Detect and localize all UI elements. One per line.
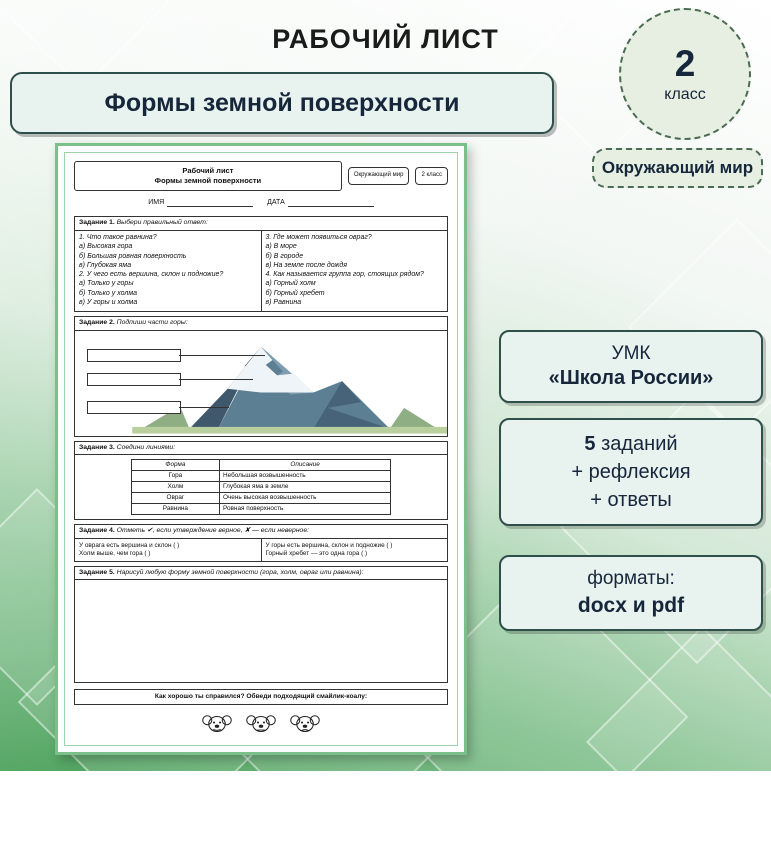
task1-line: 3. Где может появиться овраг?	[265, 234, 372, 242]
task4-left-column	[75, 539, 262, 561]
task1-option[interactable]: б) Горный хребет	[265, 289, 325, 297]
task5-drawing-area[interactable]	[74, 580, 448, 683]
task4-header	[74, 524, 448, 538]
task5-instruction: Нарисуй любую форму земной поверхности (гора, холм, овраг или равнина):	[114, 568, 364, 576]
subject-badge: Окружающий мир	[592, 148, 763, 188]
subtitle-text: Формы земной поверхности	[104, 88, 460, 117]
task1-instruction: Выбери правильный ответ:	[114, 219, 208, 227]
task3-body	[74, 455, 448, 520]
worksheet-meta-fields	[74, 198, 448, 207]
match-table	[131, 459, 391, 515]
koala-icon[interactable]	[290, 711, 320, 737]
task1-option[interactable]: а) Горный холм	[265, 280, 316, 288]
task1-option[interactable]: а) В море	[265, 243, 297, 251]
worksheet-header	[74, 161, 448, 191]
table-row[interactable]	[131, 493, 390, 504]
grade-label: класс	[664, 85, 706, 103]
koala-icon[interactable]	[246, 711, 276, 737]
task3-header	[74, 441, 448, 455]
worksheet-title-line1: Рабочий лист	[182, 166, 234, 175]
task1-option[interactable]: а) Только у горы	[79, 280, 134, 288]
task2-header	[74, 316, 448, 330]
task4-statement[interactable]: Холм выше, чем гора ( )	[79, 549, 151, 557]
worksheet-preview	[55, 143, 467, 755]
task3-number: Задание 3.	[79, 443, 115, 451]
worksheet-subject-chip: Окружающий мир	[348, 167, 410, 185]
task2-mountain-diagram	[74, 331, 448, 437]
task1-option[interactable]: в) У горы и холма	[79, 298, 138, 306]
task1-line: 2. У чего есть вершина, склон и подножие?	[79, 271, 224, 279]
form-cell[interactable]: Гора	[131, 471, 219, 482]
task1-left-column	[75, 231, 262, 312]
umk-label: УМК	[611, 343, 651, 364]
description-cell[interactable]: Очень высокая возвышенность	[219, 493, 390, 504]
tasks-count-row	[507, 430, 755, 458]
date-input-line[interactable]	[288, 198, 374, 207]
task1-body	[74, 231, 448, 313]
task2-leader-line	[179, 407, 229, 408]
task4-right-column	[262, 539, 448, 561]
format-label: форматы:	[587, 568, 675, 589]
form-cell[interactable]: Холм	[131, 482, 219, 493]
format-card	[499, 555, 763, 631]
task2-instruction: Подпиши части горы:	[114, 319, 188, 327]
format-value: docx и pdf	[577, 593, 685, 617]
task2-callout-2[interactable]	[87, 373, 181, 386]
task1-line: 1. Что такое равнина?	[79, 234, 157, 242]
task4-number: Задание 4.	[79, 527, 115, 535]
form-cell[interactable]: Овраг	[131, 493, 219, 504]
grade-badge	[619, 8, 751, 140]
tasks-card	[499, 418, 763, 526]
name-input-line[interactable]	[167, 198, 253, 207]
description-cell[interactable]: Глубокая яма в земле	[219, 482, 390, 493]
col-form: Форма	[131, 460, 219, 471]
umk-value: «Школа России»	[548, 366, 714, 389]
task1-option[interactable]: а) Высокая гора	[79, 243, 133, 251]
date-label: ДАТА	[267, 198, 285, 206]
task4-statement[interactable]: Горный хребет — это одна гора ( )	[265, 549, 368, 557]
grade-number: 2	[674, 42, 696, 84]
tasks-extra-2: + ответы	[590, 489, 672, 511]
page-title: РАБОЧИЙ ЛИСТ	[272, 24, 499, 54]
worksheet-title	[74, 161, 342, 191]
form-cell[interactable]: Равнина	[131, 504, 219, 515]
tasks-word: заданий	[601, 433, 678, 455]
worksheet-title-line2: Формы земной поверхности	[154, 176, 262, 186]
task1-option[interactable]: б) В городе	[265, 252, 304, 260]
name-label: ИМЯ	[148, 198, 165, 206]
table-row[interactable]	[131, 471, 390, 482]
task2-number: Задание 2.	[79, 319, 115, 327]
task5-number: Задание 5.	[79, 568, 115, 576]
task1-number: Задание 1.	[79, 219, 115, 227]
reflection-prompt: Как хорошо ты справился? Обведи подходящий смайлик-коалу:	[74, 689, 448, 705]
task4-body	[74, 539, 448, 562]
task4-statement[interactable]: У оврага есть вершина и склон ( )	[79, 541, 180, 549]
koala-icon[interactable]	[202, 711, 232, 737]
task1-option[interactable]: б) Большая ровная поверхность	[79, 252, 187, 260]
table-row[interactable]	[131, 482, 390, 493]
tasks-count: 5	[584, 433, 596, 455]
description-cell[interactable]: Ровная поверхность	[219, 504, 390, 515]
task1-option[interactable]: в) На земле после дождя	[265, 261, 347, 269]
table-row[interactable]	[131, 504, 390, 515]
subtitle-banner	[10, 72, 554, 134]
task4-statement[interactable]: У горы есть вершина, склон и подножие ( )	[265, 541, 393, 549]
task2-leader-line	[179, 355, 265, 356]
task2-leader-line	[179, 379, 253, 380]
table-header-row	[131, 460, 390, 471]
reflection-koalas	[74, 711, 448, 737]
task1-option[interactable]: в) Равнина	[265, 298, 302, 306]
task2-callout-1[interactable]	[87, 349, 181, 362]
col-description: Описание	[219, 460, 390, 471]
task3-instruction: Соедини линиями:	[114, 443, 176, 451]
task2-callout-3[interactable]	[87, 401, 181, 414]
task5-header	[74, 566, 448, 580]
task1-right-column	[262, 231, 448, 312]
date-field	[267, 198, 374, 207]
task1-line: 4. Как называется группа гор, стоящих рядом?	[265, 271, 424, 279]
worksheet-grade-chip: 2 класс	[415, 167, 448, 185]
worksheet-page	[64, 152, 458, 746]
task1-option[interactable]: б) Только у холма	[79, 289, 138, 297]
task4-instruction: Отметь ✔, если утверждение верное, ✘ — если неверное:	[114, 527, 310, 535]
tasks-extra-1: + рефлексия	[571, 461, 691, 483]
description-cell[interactable]: Небольшая возвышенность	[219, 471, 390, 482]
name-field	[148, 198, 253, 207]
umk-card	[499, 330, 763, 403]
task1-header	[74, 216, 448, 230]
task1-option[interactable]: в) Глубокая яма	[79, 261, 132, 269]
